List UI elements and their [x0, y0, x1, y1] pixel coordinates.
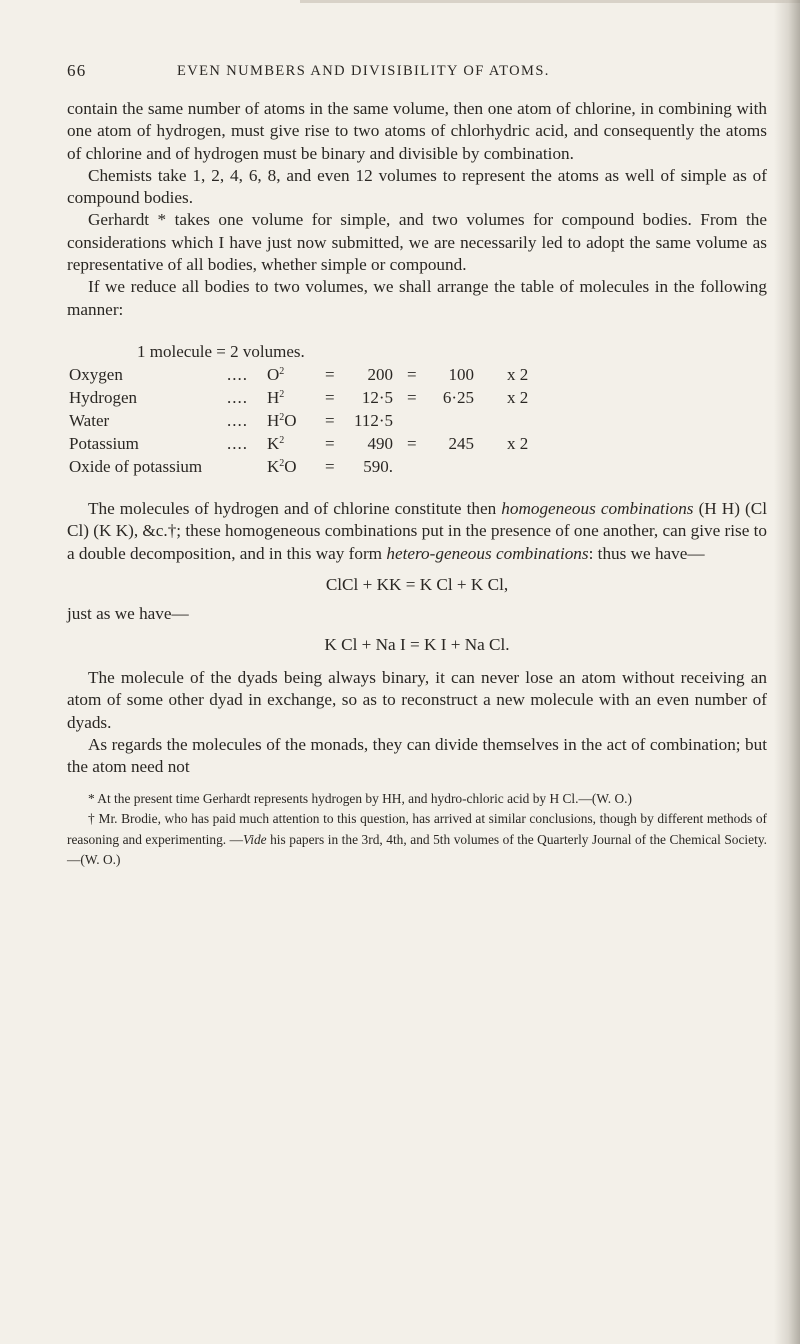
multiplier: x 2: [507, 433, 529, 453]
equals-sign: =: [407, 364, 417, 384]
formula: $H^2O$: [267, 410, 297, 430]
paragraph-7: The molecule of the dyads being always binary, it can never lose an atom without receiving an atom of some other dyad in exchange, so as to reconstruct a new molecule with an even number of dyads.: [67, 668, 767, 732]
molecule-table: [67, 342, 767, 482]
top-edge-rule: [300, 0, 800, 3]
volume-value: 112·5: [353, 410, 393, 430]
equals-sign: =: [325, 433, 335, 453]
paragraph-6: just as we have—: [67, 603, 189, 623]
table-row: [67, 365, 767, 386]
leader-dots: ....: [227, 410, 248, 430]
equation-2: K Cl + Na I = K I + Na Cl.: [324, 635, 510, 655]
volume-value: 12·5: [361, 387, 393, 407]
footnotes: [67, 789, 767, 871]
formula: $K^2O$: [267, 456, 297, 476]
leader-dots: ....: [227, 364, 248, 384]
element-name: Oxygen: [69, 364, 123, 384]
table-caption: 1 molecule = 2 volumes.: [137, 341, 305, 361]
equals-sign: =: [325, 364, 335, 384]
element-name: Oxide of potassium: [69, 456, 203, 476]
equals-sign: =: [325, 410, 335, 430]
equals-sign: =: [325, 387, 335, 407]
volume-value: 200: [367, 364, 393, 384]
table-row: [67, 388, 767, 409]
half-value: 100: [448, 364, 474, 384]
paragraph-5: The molecules of hydrogen and of chlorine constitute then homogeneous combinations (H H) (Cl Cl) (K K), &c.†; these homogeneous combinations put in the presence of one another, can give rise to a double decomposition, and in this way form hetero-geneous combinations: thus we have—: [67, 498, 767, 563]
footnote-1: * At the present time Gerhardt represents hydrogen by HH, and hydro-chloric acid by H Cl.—(W. O.): [88, 790, 632, 806]
paragraph-4: If we reduce all bodies to two volumes, we shall arrange the table of molecules in the following manner:: [67, 277, 767, 319]
running-head: EVEN NUMBERS AND DIVISIBILITY OF ATOMS.: [177, 63, 550, 79]
heterogeneous-term: hetero-geneous combinations: [386, 543, 589, 563]
formula: $H^2$: [267, 387, 285, 407]
paragraph-3: Gerhardt * takes one volume for simple, and two volumes for compound bodies. From the considerations which I have just now submitted, we are necessarily led to adopt the same volume as representative of all bodies, whether simple or compound.: [67, 210, 767, 275]
footnote-2: † Mr. Brodie, who has paid much attention to this question, has arrived at similar conclusions, though by different methods of reasoning and experimenting. —Vide his papers in the 3rd, 4th, and 5th volumes of the Quarterly Journal of the Chemical Society.—(W. O.): [67, 811, 767, 868]
multiplier: x 2: [507, 364, 529, 384]
table-row: [67, 434, 767, 455]
formula: $K^2$: [267, 433, 285, 453]
body-text: [67, 98, 767, 779]
volume-value: 490: [367, 433, 393, 453]
element-name: Hydrogen: [69, 387, 137, 407]
half-value: 6·25: [442, 387, 474, 407]
leader-dots: ....: [227, 433, 248, 453]
equals-sign: =: [407, 433, 417, 453]
leader-dots: ....: [227, 387, 248, 407]
table-row: [67, 457, 767, 478]
volume-value: 590.: [363, 456, 393, 476]
formula: $O^2$: [267, 364, 285, 384]
element-name: Potassium: [69, 433, 139, 453]
equals-sign: =: [407, 387, 417, 407]
page-header: [67, 60, 767, 98]
equals-sign: =: [325, 456, 335, 476]
homogeneous-term: homogeneous combinations: [501, 498, 694, 518]
element-name: Water: [69, 410, 110, 430]
paragraph-2: Chemists take 1, 2, 4, 6, 8, and even 12 volumes to represent the atoms as well of simple as of compound bodies.: [67, 165, 767, 208]
multiplier: x 2: [507, 387, 529, 407]
book-page: [67, 60, 767, 871]
paragraph-8: As regards the molecules of the monads, they can divide themselves in the act of combination; but the atom need not: [67, 735, 767, 777]
equation-1: ClCl + KK = K Cl + K Cl,: [325, 574, 509, 594]
paragraph-1: contain the same number of atoms in the same volume, then one atom of chlorine, in combining with one atom of hydrogen, must give rise to two atoms of chlorhydric acid, and consequently the atoms of chlorine and of hydrogen must be binary and divisible by combination.: [67, 99, 767, 163]
table-row: [67, 411, 767, 432]
page-edge-shadow: [774, 0, 800, 1344]
half-value: 245: [448, 433, 474, 453]
page-number: 66: [67, 61, 87, 80]
